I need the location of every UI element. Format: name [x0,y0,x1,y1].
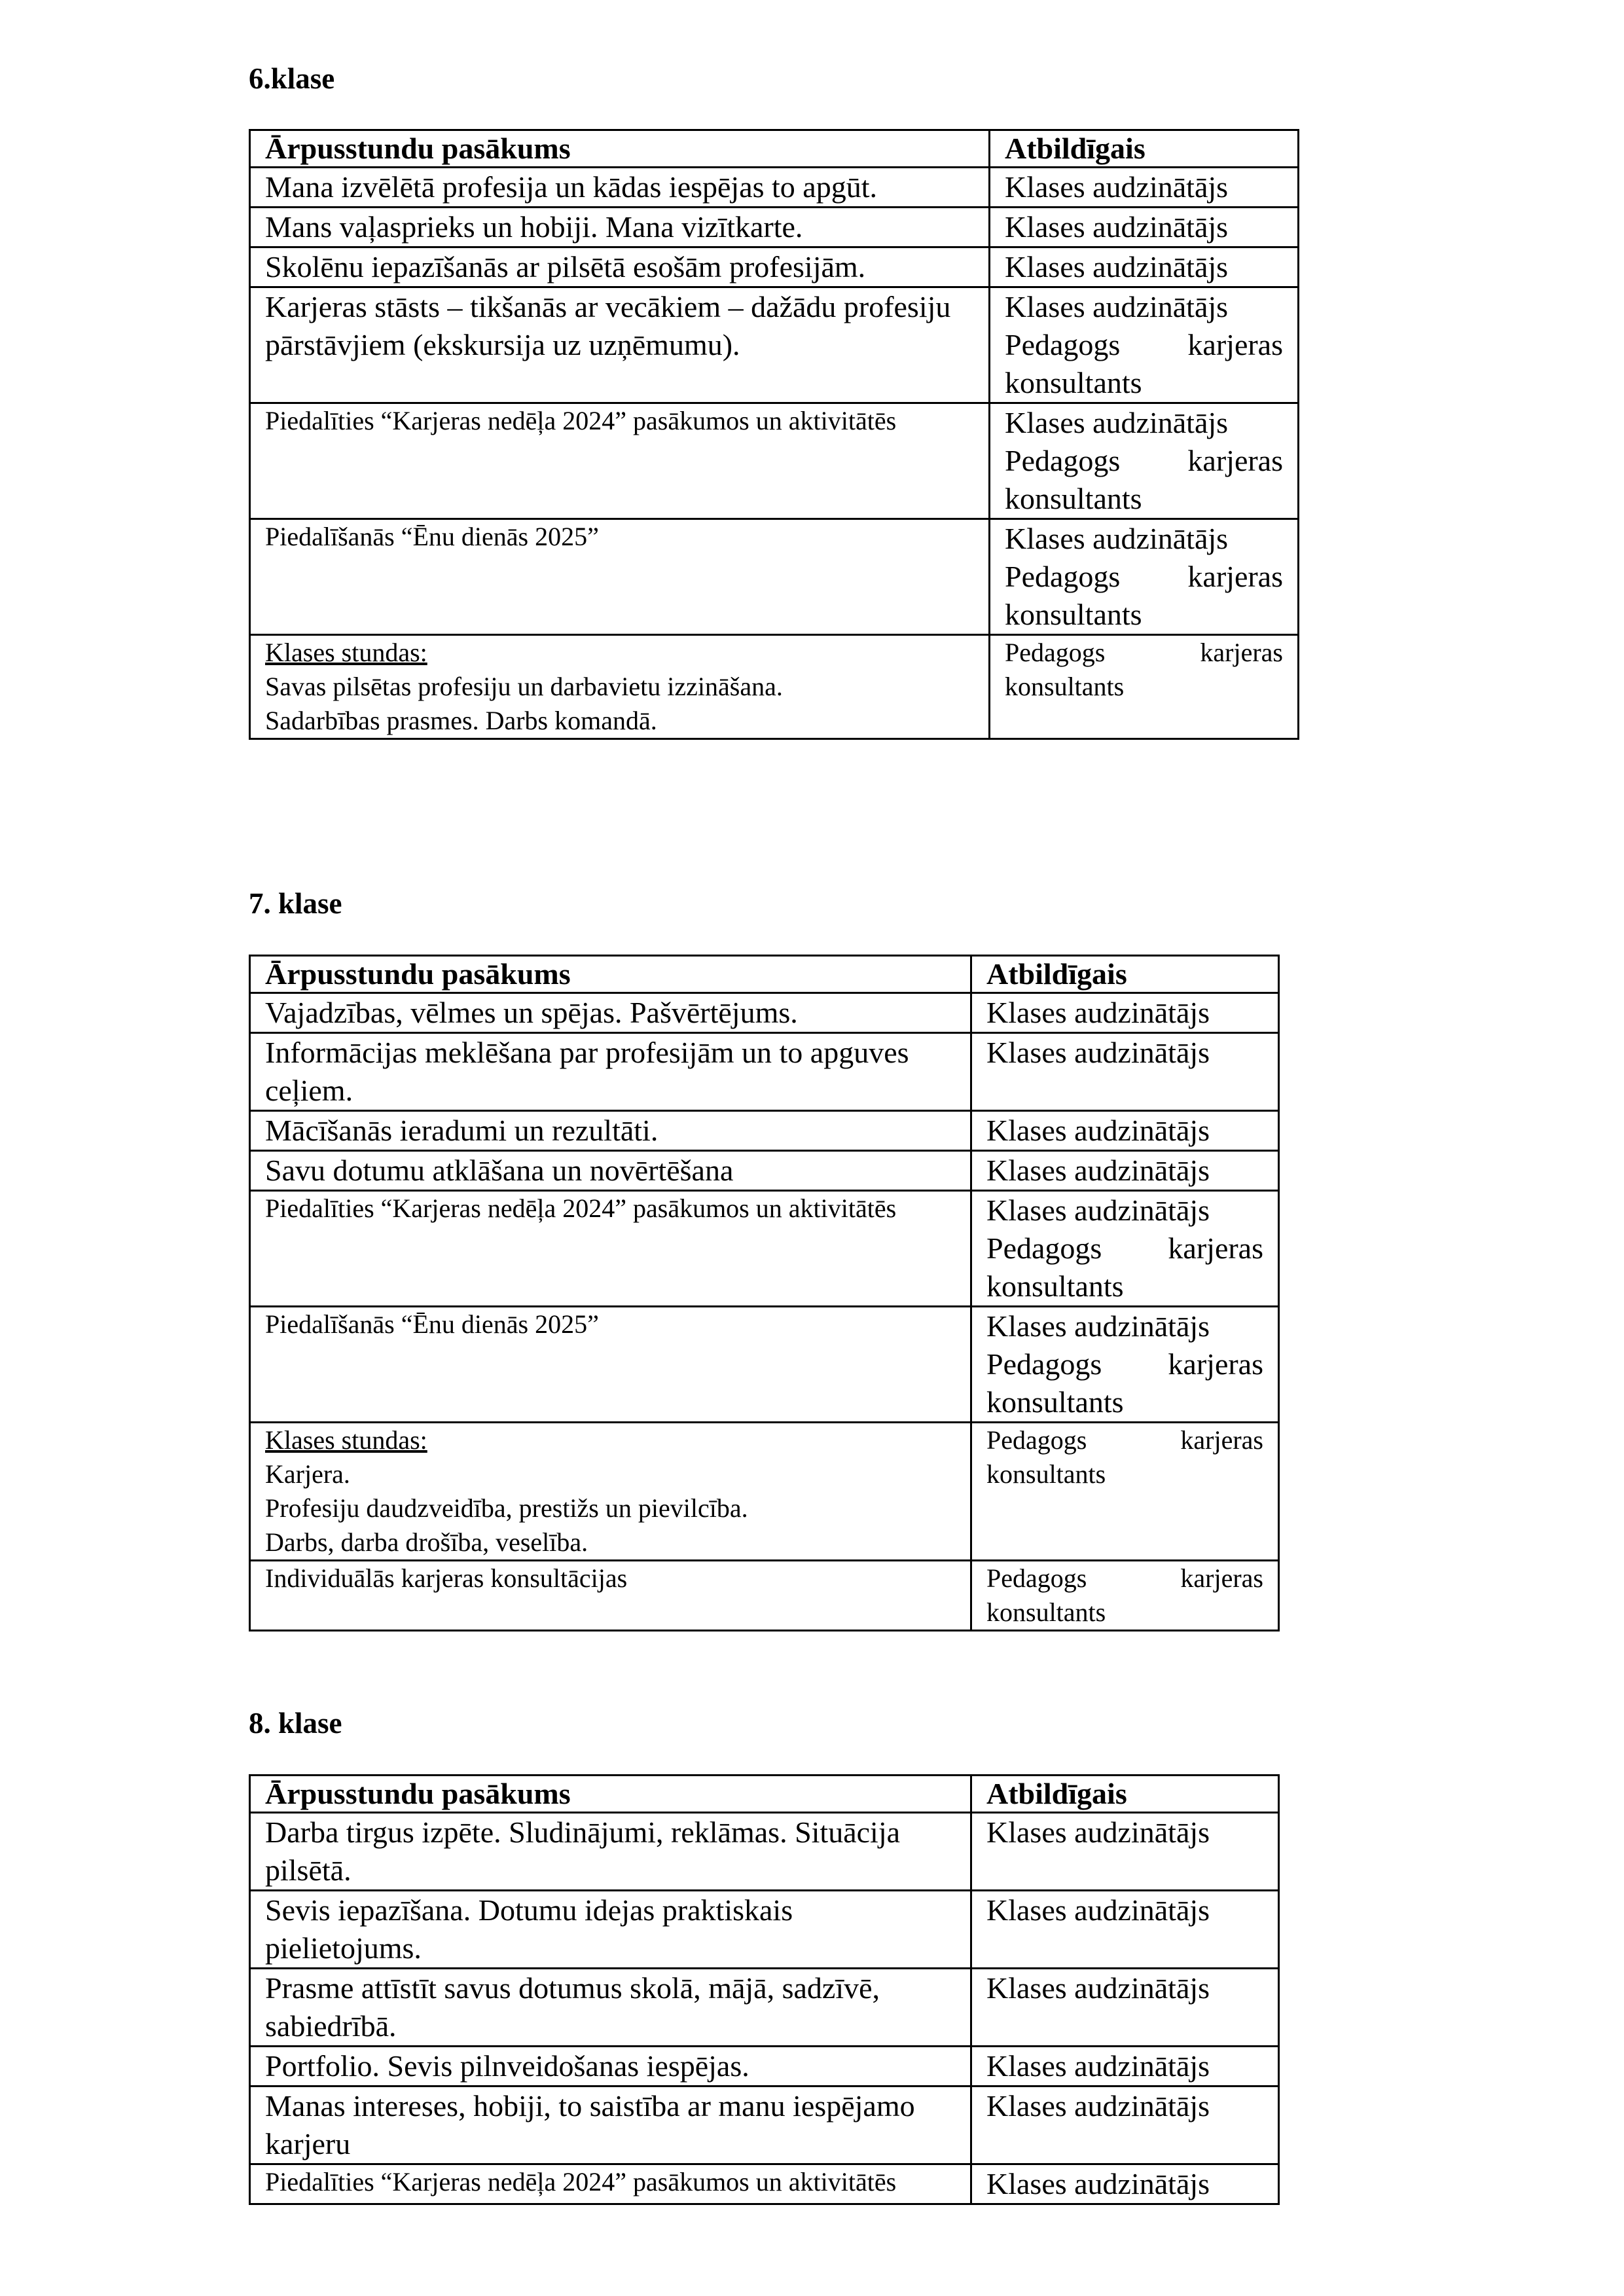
responsible-cell: Klases audzinātājs [971,2086,1279,2164]
activity-cell: Savu dotumu atklāšana un novērtēšana [250,1151,971,1191]
table-header-row [250,130,1299,168]
activity-line: Sadarbības prasmes. Darbs komandā. [265,706,657,735]
responsible-line: Pedagogs karjeras [986,1425,1263,1455]
class-hours-label: Klases stundas: [265,638,427,667]
responsible-line: Klases audzinātājs [1005,290,1229,323]
responsible-column-header: Atbildīgais [990,130,1299,168]
class-8-table [249,1774,1280,2205]
activity-cell: Sevis iepazīšana. Dotumu idejas praktiskais pielietojums. [250,1891,971,1969]
activity-line: Darbs, darba drošība, veselība. [265,1527,588,1557]
responsible-cell [990,403,1299,519]
activity-cell: Individuālās karjeras konsultācijas [250,1561,971,1631]
responsible-cell [990,519,1299,635]
table-row [250,247,1299,287]
responsible-cell [971,1561,1279,1631]
activity-cell: Piedalīšanās “Ēnu dienās 2025” [250,519,990,635]
responsible-cell: Klases audzinātājs [971,2164,1279,2204]
activity-line: Profesiju daudzveidība, prestižs un pievilcība. [265,1493,748,1523]
table-row [250,1033,1279,1111]
table-row [250,287,1299,403]
responsible-cell [990,635,1299,739]
activity-cell: Darba tirgus izpēte. Sludinājumi, reklāmas. Situācija pilsētā. [250,1813,971,1891]
table-row [250,208,1299,247]
activity-cell: Piedalīšanās “Ēnu dienās 2025” [250,1307,971,1423]
responsible-line: Klases audzinātājs [986,1309,1210,1343]
activity-cell [250,635,990,739]
activity-cell: Manas intereses, hobiji, to saistība ar manu iespējamo karjeru [250,2086,971,2164]
activity-cell: Piedalīties “Karjeras nedēļa 2024” pasākumos un aktivitātēs [250,2164,971,2204]
table-row [250,1813,1279,1891]
responsible-line: konsultants [1005,366,1142,399]
activity-cell: Vajadzības, vēlmes un spējas. Pašvērtējums. [250,993,971,1033]
activity-line: Savas pilsētas profesiju un darbavietu izzināšana. [265,672,783,701]
responsible-line: Pedagogs karjeras [1005,560,1283,593]
responsible-cell [971,1423,1279,1561]
table-row [250,1423,1279,1561]
responsible-line: konsultants [1005,482,1142,515]
activity-cell: Portfolio. Sevis pilnveidošanas iespējas. [250,2047,971,2086]
activity-cell [250,1423,971,1561]
activity-line: Karjera. [265,1459,350,1489]
activity-cell: Informācijas meklēšana par profesijām un to apguves ceļiem. [250,1033,971,1111]
responsible-column-header: Atbildīgais [971,1776,1279,1813]
responsible-cell: Klases audzinātājs [971,2047,1279,2086]
responsible-line: konsultants [986,1269,1124,1303]
table-row [250,1561,1279,1631]
responsible-line: konsultants [1005,598,1142,631]
responsible-cell: Klases audzinātājs [971,1813,1279,1891]
table-header-row [250,956,1279,993]
responsible-cell: Klases audzinātājs [971,1891,1279,1969]
responsible-cell: Klases audzinātājs [971,1969,1279,2047]
responsible-cell: Klases audzinātājs [971,1033,1279,1111]
responsible-cell: Klases audzinātājs [971,1151,1279,1191]
activity-cell: Skolēnu iepazīšanās ar pilsētā esošām profesijām. [250,247,990,287]
responsible-line: Klases audzinātājs [1005,522,1229,555]
activity-cell: Mācīšanās ieradumi un rezultāti. [250,1111,971,1151]
responsible-line: Klases audzinātājs [1005,406,1229,439]
activity-cell: Mana izvēlētā profesija un kādas iespējas to apgūt. [250,168,990,208]
responsible-line: Klases audzinātājs [986,1194,1210,1227]
table-header-row [250,1776,1279,1813]
class-7-table [249,955,1280,1631]
table-row [250,1191,1279,1307]
activity-cell: Mans vaļasprieks un hobiji. Mana vizītkarte. [250,208,990,247]
table-row [250,168,1299,208]
responsible-cell: Klases audzinātājs [990,208,1299,247]
class-8-heading: 8. klase [249,1707,342,1740]
activity-cell: Karjeras stāsts – tikšanās ar vecākiem – dažādu profesiju pārstāvjiem (ekskursija uz uzņēmumu). [250,287,990,403]
class-7-heading: 7. klase [249,887,342,920]
table-row [250,519,1299,635]
activity-cell: Prasme attīstīt savus dotumus skolā, mājā, sadzīvē, sabiedrībā. [250,1969,971,2047]
responsible-cell [990,287,1299,403]
class-6-heading: 6.klase [249,62,335,95]
responsible-line: konsultants [986,1459,1106,1489]
table-row [250,1151,1279,1191]
table-row [250,635,1299,739]
class-hours-label: Klases stundas: [265,1425,427,1455]
table-row [250,1111,1279,1151]
table-row [250,2047,1279,2086]
table-row [250,403,1299,519]
table-row [250,2164,1279,2204]
responsible-line: Pedagogs karjeras [986,1347,1263,1381]
responsible-cell: Klases audzinātājs [990,168,1299,208]
responsible-line: konsultants [1005,672,1125,701]
table-row [250,2086,1279,2164]
table-row [250,1969,1279,2047]
table-row [250,1891,1279,1969]
activity-column-header: Ārpusstundu pasākums [250,1776,971,1813]
responsible-line: Pedagogs karjeras [986,1231,1263,1265]
responsible-cell [971,1307,1279,1423]
activity-column-header: Ārpusstundu pasākums [250,130,990,168]
responsible-line: konsultants [986,1597,1106,1627]
responsible-line: Pedagogs karjeras [986,1563,1263,1593]
responsible-cell: Klases audzinātājs [971,1111,1279,1151]
responsible-line: konsultants [986,1385,1124,1419]
responsible-line: Pedagogs karjeras [1005,444,1283,477]
activity-column-header: Ārpusstundu pasākums [250,956,971,993]
class-6-table [249,129,1299,740]
activity-cell: Piedalīties “Karjeras nedēļa 2024” pasākumos un aktivitātēs [250,1191,971,1307]
responsible-line: Pedagogs karjeras [1005,328,1283,361]
responsible-cell: Klases audzinātājs [990,247,1299,287]
responsible-cell [971,1191,1279,1307]
table-row [250,1307,1279,1423]
responsible-line: Pedagogs karjeras [1005,638,1283,667]
table-row [250,993,1279,1033]
responsible-column-header: Atbildīgais [971,956,1279,993]
activity-cell: Piedalīties “Karjeras nedēļa 2024” pasākumos un aktivitātēs [250,403,990,519]
responsible-cell: Klases audzinātājs [971,993,1279,1033]
